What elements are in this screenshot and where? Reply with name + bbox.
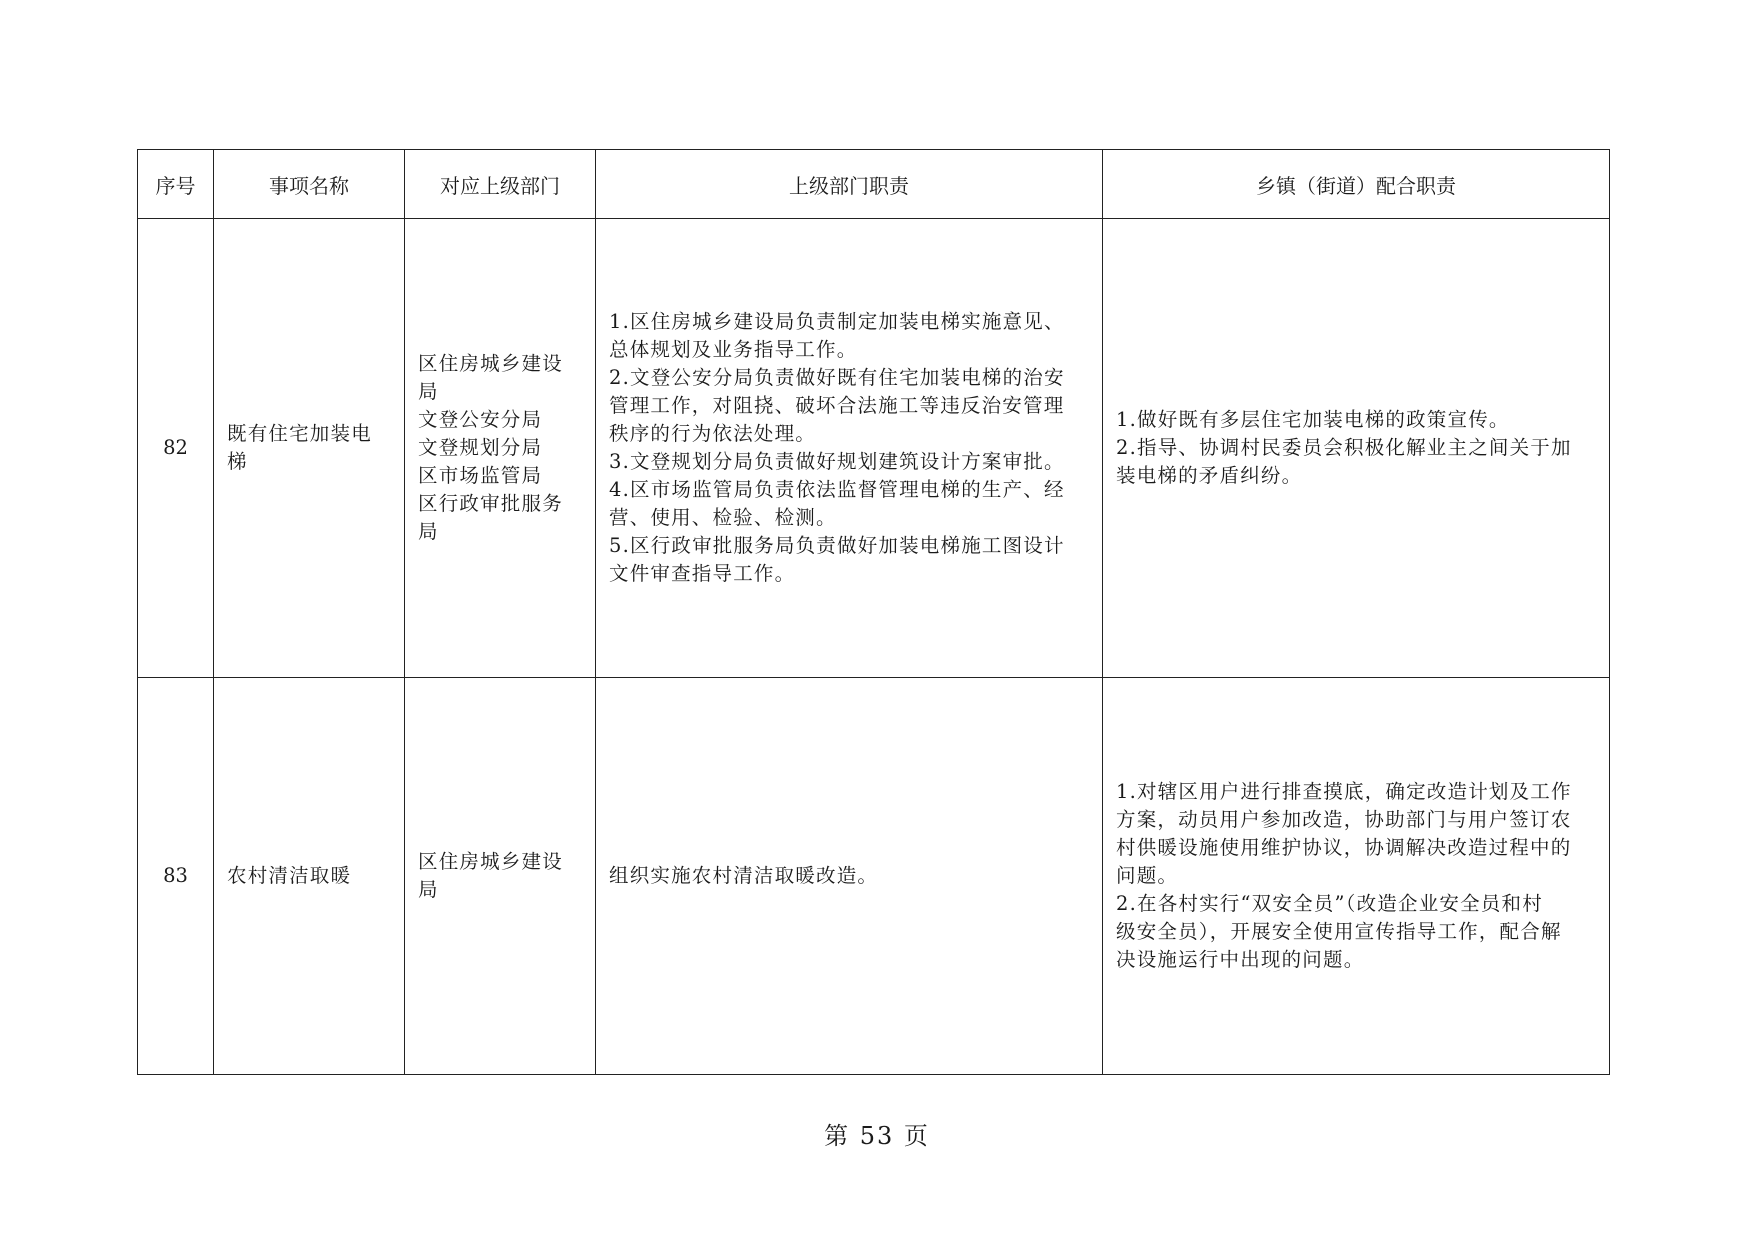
cell-line: 管理工作，对阻挠、破坏合法施工等违反治安管理 xyxy=(609,394,1065,417)
township-duty-cell xyxy=(1103,678,1610,1075)
cell-line: 局 xyxy=(418,878,439,901)
cell-line: 局 xyxy=(418,380,439,403)
cell-line: 4.区市场监管局负责依法监督管理电梯的生产、经 xyxy=(609,478,1065,501)
superior-duty-cell xyxy=(596,678,1103,1075)
cell-line: 文件审查指导工作。 xyxy=(609,562,796,585)
cell-line: 农村清洁取暖 xyxy=(227,864,352,887)
township-duty-cell xyxy=(1103,219,1610,678)
cell-line: 局 xyxy=(418,520,439,543)
cell-line: 级安全员），开展安全使用宣传指导工作，配合解 xyxy=(1116,920,1562,943)
item-name-cell xyxy=(214,219,405,678)
cell-line: 区市场监管局 xyxy=(418,464,543,487)
cell-line: 营、使用、检验、检测。 xyxy=(609,506,837,529)
cell-line: 装电梯的矛盾纠纷。 xyxy=(1116,464,1303,487)
header-no: 序号 xyxy=(138,150,214,219)
cell-line: 文登规划分局 xyxy=(418,436,543,459)
table-row xyxy=(138,219,1610,678)
cell-line: 1.区住房城乡建设局负责制定加装电梯实施意见、 xyxy=(609,310,1065,333)
cell-line: 区行政审批服务 xyxy=(418,492,563,515)
row-number: 82 xyxy=(138,219,214,678)
header-superior-duty: 上级部门职责 xyxy=(596,150,1103,219)
cell-line: 区住房城乡建设 xyxy=(418,850,563,873)
superior-dept-cell xyxy=(405,219,596,678)
cell-line: 组织实施农村清洁取暖改造。 xyxy=(609,864,879,887)
superior-dept-cell xyxy=(405,678,596,1075)
page-number: 第 53 页 xyxy=(824,1122,930,1150)
cell-line: 2.文登公安分局负责做好既有住宅加装电梯的治安 xyxy=(609,366,1065,389)
cell-line: 总体规划及业务指导工作。 xyxy=(609,338,858,361)
header-item-name: 事项名称 xyxy=(214,150,405,219)
row-number: 83 xyxy=(138,678,214,1075)
cell-line: 区住房城乡建设 xyxy=(418,352,563,375)
cell-line: 3.文登规划分局负责做好规划建筑设计方案审批。 xyxy=(609,450,1065,473)
responsibility-table xyxy=(137,149,1610,1075)
cell-line: 村供暖设施使用维护协议，协调解决改造过程中的 xyxy=(1116,836,1572,859)
table-header-row xyxy=(138,150,1610,219)
cell-line: 既有住宅加装电 xyxy=(227,422,372,445)
cell-line: 方案，动员用户参加改造，协助部门与用户签订农 xyxy=(1116,808,1572,831)
header-township-duty: 乡镇（街道）配合职责 xyxy=(1103,150,1610,219)
header-superior-dept: 对应上级部门 xyxy=(405,150,596,219)
cell-line: 决设施运行中出现的问题。 xyxy=(1116,948,1365,971)
superior-duty-cell xyxy=(596,219,1103,678)
item-name-cell xyxy=(214,678,405,1075)
cell-line: 2.指导、协调村民委员会积极化解业主之间关于加 xyxy=(1116,436,1572,459)
cell-line: 2.在各村实行“双安全员”（改造企业安全员和村 xyxy=(1116,892,1543,915)
table-row xyxy=(138,678,1610,1075)
cell-line: 问题。 xyxy=(1116,864,1179,887)
cell-line: 1.做好既有多层住宅加装电梯的政策宣传。 xyxy=(1116,408,1510,431)
cell-line: 文登公安分局 xyxy=(418,408,543,431)
cell-line: 1.对辖区用户进行排查摸底，确定改造计划及工作 xyxy=(1116,780,1572,803)
cell-line: 5.区行政审批服务局负责做好加装电梯施工图设计 xyxy=(609,534,1065,557)
cell-line: 秩序的行为依法处理。 xyxy=(609,422,817,445)
cell-line: 梯 xyxy=(227,450,248,473)
